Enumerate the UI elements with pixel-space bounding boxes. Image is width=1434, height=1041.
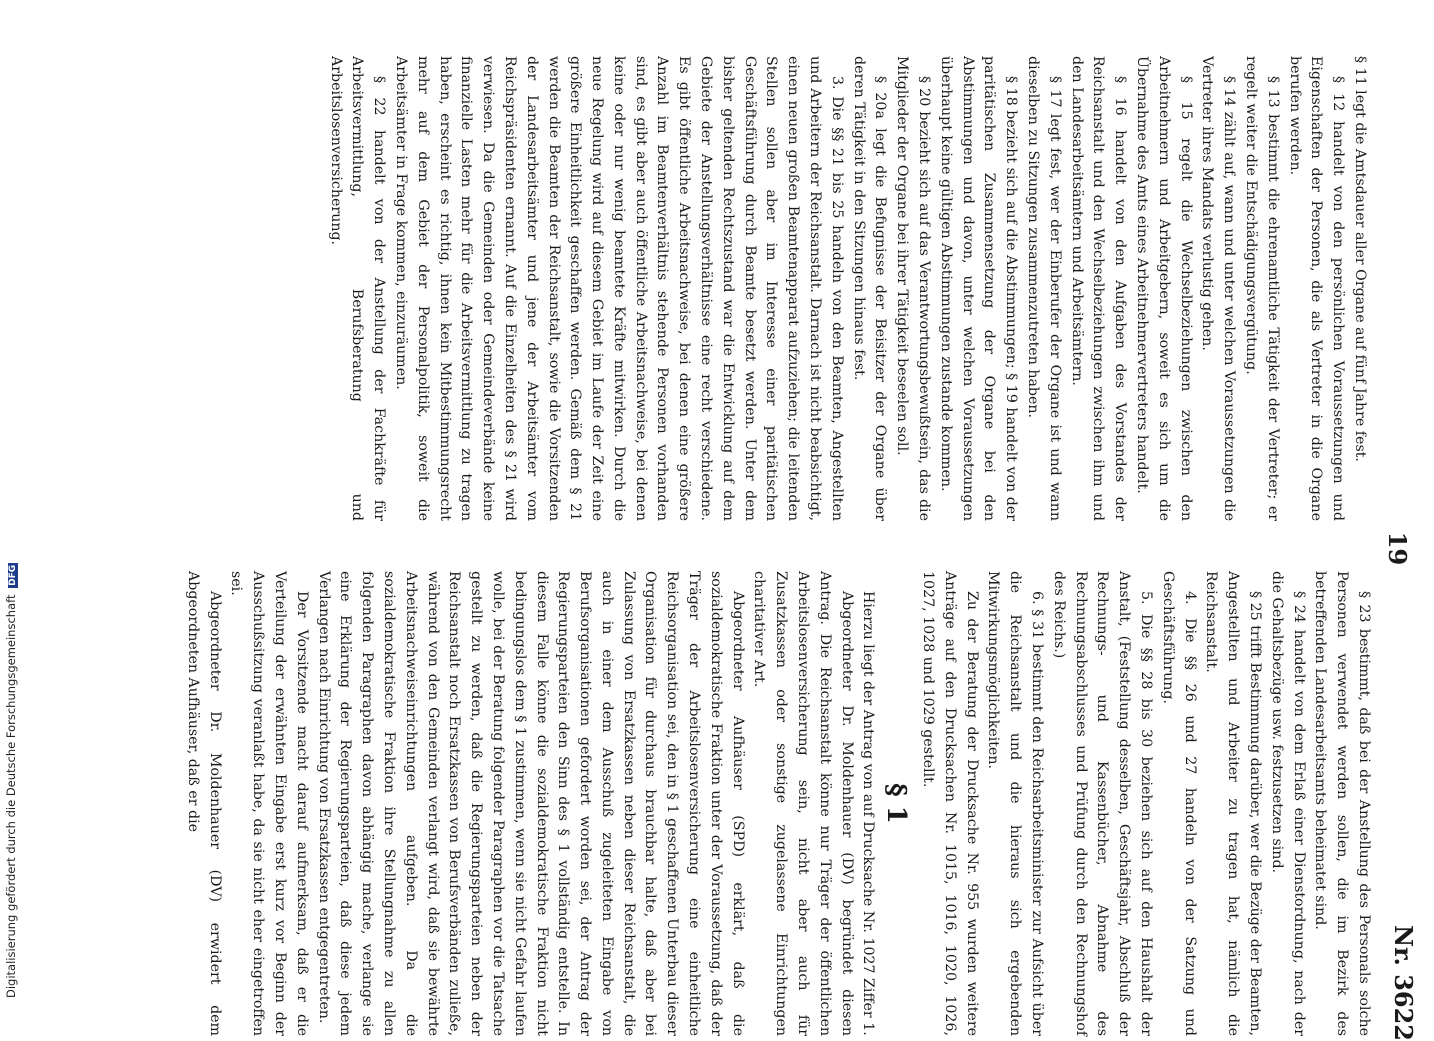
rotated-document-page (108, 56, 1418, 1041)
paragraph: Abgeordneter Dr. Moldenhauer (DV) erwidert dem Abgeordneten Aufhäuser, daß er die (184, 571, 223, 1036)
document-number: Nr. 3622 (1389, 925, 1418, 1041)
paragraph: § 20 bezieht sich auf das Verantwortungsbewußtsein, das die Mitglieder der Organe bei ihrer Tätigkeit beseelen soll. (894, 56, 933, 521)
paragraph: Abgeordneter Dr. Moldenhauer (DV) begründet diesen Antrag. Die Reichsanstalt könne nur Träger der öffentlichen Arbeitslosenversicherung sein, nicht aber auch für Zusatzkassen oder sonstige zugelassene Einrichtungen charitativer Art. (751, 571, 855, 1036)
paragraph: § 12 handelt von den persönlichen Voraussetzungen und Eigenschaften der Personen, die als Vertreter in die Organe berufen werden. (1286, 56, 1347, 521)
right-column (181, 571, 1374, 1036)
paragraph: § 15 regelt die Wechselbeziehungen zwischen den Arbeitnehmern und Arbeitgebern, soweit es sich um die Übernahme des Amts eines Arbeitnehmervertreters handelt. (1134, 56, 1194, 521)
dfg-logo: DFG (8, 564, 18, 586)
paragraph: § 17 legt fest, wer der Einberufer der Organe ist und wann dieselben zu Sitzungen zusammenzutreten haben. (1025, 56, 1063, 521)
page-number: 19 (1383, 531, 1412, 566)
paragraph: § 18 bezieht sich auf die Abstimmungen; § 19 handelt von der paritätischen Zusammensetzung der Organe bei den Abstimmungen und davon, unter welchen Voraussetzungen überhaupt keine gültigen Abstimmungen zustande kommen. (937, 56, 1020, 521)
paragraph: § 22 handelt von der Anstellung der Fachkräfte für Arbeitsvermittlung, Berufsberatung und Arbeitslosenversicherung. (327, 56, 388, 521)
paragraph: Zu der Beratung der Drucksache Nr. 955 wurden weitere Anträge auf den Drucksachen Nr. 1015, 1016, 1020, 1026, 1027, 1028 und 1029 gestellt. (920, 571, 980, 1036)
paragraph: 5. Die §§ 28 bis 30 beziehen sich auf den Haushalt der Anstalt, (Feststellung desselben, Geschäftsjahr, Abschluß der Rechnungs- und Kassenbücher, Abnahme des Rechnungsabschlusses und Prüfung durch den Rechnungshof des Reichs.) (1050, 571, 1155, 1036)
paragraph: 4. Die §§ 26 und 27 handeln von der Satzung und Geschäftsführung. (1159, 571, 1198, 1036)
paragraph: Abgeordneter Aufhäuser (SPD) erklärt, daß die sozialdemokratische Fraktion unter der Voraussetzung, daß der Träger der Arbeitslosenversicherung eine einheitliche Reichsorganisation sei, den in § 1 geschaffenen Unterbau dieser Organisation für durchaus brauchbar halte, daß aber bei Zulassung von Ersatzkassen neben dieser Reichsanstalt, die auch in einer dem Ausschuß zugeleiteten Eingabe von Berufsorganisationen gefordert worden sei, der Antrag der Regierungsparteien den Sinn des § 1 vollständig entstelle. In diesem Falle könne die sozialdemokratische Fraktion nicht bedingungslos dem § 1 zustimmen, wenn sie nicht Gefahr laufen wolle, bei der Beratung folgender Paragraphen vor die Tatsache gestellt zu werden, daß die Regierungsparteien neben der Reichsanstalt noch Ersatzkassen von Berufsverbänden zuließe, während von den Gemeinden verlangt wird, daß sie bewährte Arbeitsnachweiseinrichtungen aufgeben. Da die sozialdemokratische Fraktion ihre Stellungnahme zu allen folgenden Paragraphen davon abhängig mache, verlange sie eine Erklärung der Regierungsparteien, daß diese jedem Verlangen nach Einrichtung von Ersatzkassen entgegentreten. (315, 571, 746, 1036)
section-heading: § 1 (881, 783, 912, 824)
paragraph: § 24 handelt von dem Erlaß einer Dienstordnung, nach der die Gehaltsbezüge usw. festzusetzen sind. (1268, 571, 1307, 1036)
paragraph: § 20a legt die Befugnisse der Beisitzer der Organe über deren Tätigkeit in den Sitzungen hinaus fest. (850, 56, 889, 521)
paragraph: Der Vorsitzende macht darauf aufmerksam, daß er die Verteilung der erwähnten Eingabe erst kurz vor Beginn der Ausschußsitzung veranlaßt habe, da sie nicht eher eingetroffen sei. (228, 571, 310, 1036)
digitization-text: Digitalisierung gefördert durch die Deutsche Forschungsgemeinschaft (4, 594, 18, 998)
paragraph: § 14 zählt auf, wann und unter welchen Voraussetzungen die Vertreter ihres Mandats verlustig gehen. (1199, 56, 1238, 521)
paragraph: § 13 bestimmt die ehrenamtliche Tätigkeit der Vertreter; er regelt weiter die Entschädigungsvergütung. (1243, 56, 1281, 521)
paragraph: § 23 bestimmt, daß bei der Anstellung des Personals solche Personen verwendet werden sollen, die im Bezirk des betreffenden Landesarbeitsamts beheimatet sind. (1312, 571, 1372, 1036)
page-header (1378, 56, 1418, 1041)
paragraph: 6. § 31 bestimmt den Reichsarbeitsminister zur Aufsicht über die Reichsanstalt und die hieraus sich ergebenden Mitwirkungsmöglichkeiten. (985, 571, 1046, 1036)
paragraph: § 11 legt die Amtsdauer aller Organe auf fünf Jahre fest. (1352, 56, 1368, 462)
paragraph: Hierzu liegt der Antrag von auf Drucksache Nr. 1027 Ziffer 1. (860, 591, 877, 1036)
paragraph: § 16 handelt von den Aufgaben des Vorstandes der Reichsanstalt und den Wechselbeziehungen zwischen ihm und den Landesarbeitsämtern und Arbeitsämtern. (1068, 56, 1129, 521)
left-column (324, 56, 1370, 521)
paragraph: 3. Die §§ 21 bis 25 handeln von den Beamten, Angestellten und Arbeitern der Reichsanstalt. Darnach ist nicht beabsichtigt, einen neuen großen Beamtenapparat aufzuziehen; die leitenden Stellen sollen aber im Interesse einer paritätischen Geschäftsführung durch Beamte besetzt werden. Unter dem bisher geltenden Rechtszustand war die Entwicklung auf dem Gebiete der Anstellungsverhältnisse eine recht verschiedene. Es gibt öffentliche Arbeitsnachweise, bei denen eine größere Anzahl im Beamtenverhältnis stehende Personen vorhanden sind, es gibt aber auch öffentliche Arbeitsnachweise, bei denen keine oder nur wenig beamtete Kräfte mitwirken. Durch die neue Regelung wird auf diesem Gebiet im Laufe der Zeit eine größere Einheitlichkeit geschaffen werden. Gemäß dem § 21 werden die Beamten der Reichsanstalt, sowie die Vorsitzenden der Landesarbeitsämter und jene der Arbeitsämter vom Reichspräsidenten ernannt. Auf die Einzelheiten des § 21 wird verwiesen. Da die Gemeinden oder Gemeindeverbände keine finanzielle Lasten mehr für die Arbeitsvermittlung zu tragen haben, erscheint es richtig, ihnen kein Mitbestimmungsrecht mehr auf dem Gebiet der Personalpolitik, soweit die Arbeitsämter in Frage kommen, einzuräumen. (392, 56, 845, 521)
paragraph: § 25 trifft Bestimmung darüber, wer die Bezüge der Beamten, Angestellten und Arbeiter zu tragen hat, nämlich die Reichsanstalt. (1203, 571, 1264, 1036)
